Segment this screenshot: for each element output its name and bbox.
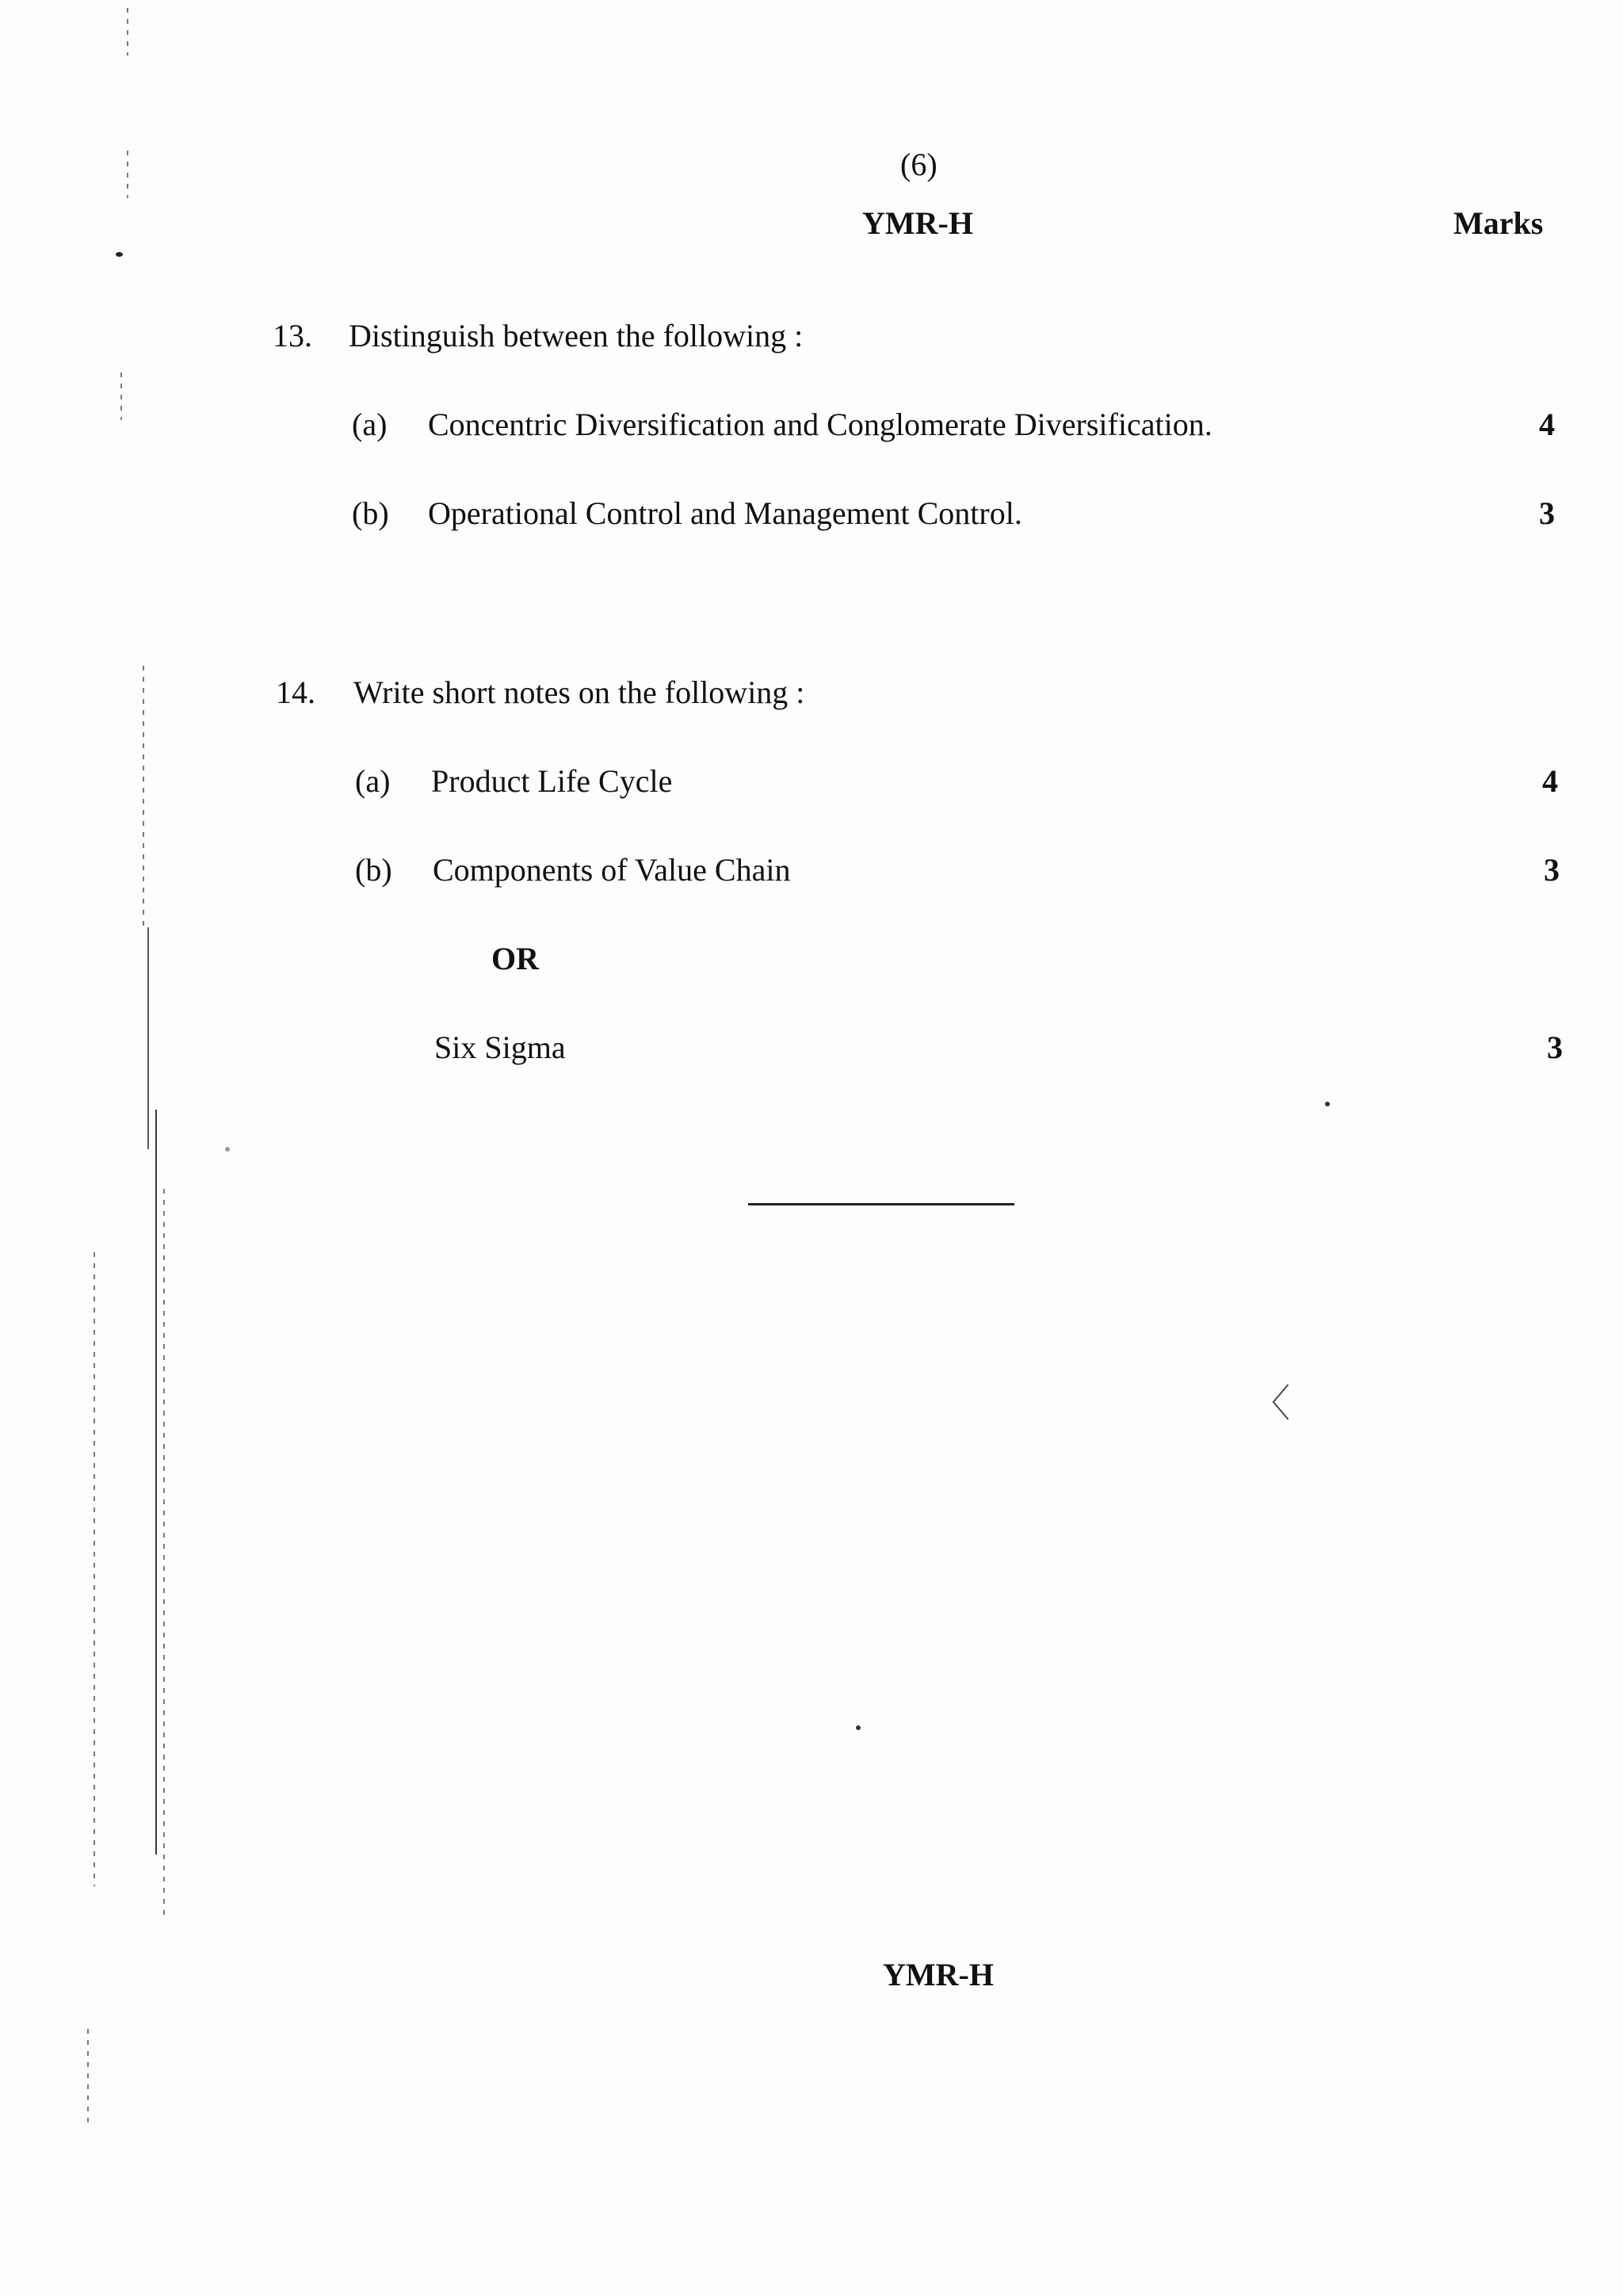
scan-artifact xyxy=(94,1252,95,1886)
part-marks: 3 xyxy=(1539,495,1555,531)
scan-artifact xyxy=(87,2029,89,2124)
part-label: (a) xyxy=(355,763,391,799)
part-text: Product Life Cycle xyxy=(431,763,673,799)
alternative-text: Six Sigma xyxy=(434,1030,566,1065)
part-text: Components of Value Chain xyxy=(433,852,791,888)
part-marks: 4 xyxy=(1539,407,1555,442)
scan-artifact xyxy=(127,8,128,55)
scan-artifact xyxy=(163,1189,165,1918)
part-label: (b) xyxy=(352,495,389,531)
scan-artifact xyxy=(120,372,122,420)
question-number: 14. xyxy=(276,674,315,710)
scan-artifact xyxy=(127,151,128,198)
scan-speck xyxy=(116,252,123,257)
question-number: 13. xyxy=(273,318,312,353)
scan-artifact xyxy=(143,666,144,927)
alternative-marks: 3 xyxy=(1547,1030,1563,1065)
part-label: (b) xyxy=(355,852,392,888)
marks-heading: Marks xyxy=(1453,205,1544,241)
question-prompt: Write short notes on the following : xyxy=(353,674,805,710)
scan-artifact xyxy=(147,927,149,1149)
scan-speck xyxy=(225,1147,230,1152)
part-text: Concentric Diversification and Conglomerate Diversification. xyxy=(428,407,1212,442)
end-of-paper-rule xyxy=(748,1203,1014,1205)
or-divider-label: OR xyxy=(491,941,539,976)
question-prompt: Distinguish between the following : xyxy=(349,318,804,353)
paper-code-footer: YMR-H xyxy=(883,1957,994,1992)
part-label: (a) xyxy=(352,407,388,442)
pen-mark: 〈 xyxy=(1252,1383,1291,1425)
page-number: (6) xyxy=(900,147,938,182)
scan-artifact xyxy=(155,1110,157,1855)
part-marks: 3 xyxy=(1544,852,1560,888)
part-marks: 4 xyxy=(1542,763,1558,799)
scan-speck xyxy=(856,1725,861,1730)
scan-speck xyxy=(1325,1102,1330,1106)
part-text: Operational Control and Management Control. xyxy=(428,495,1022,531)
paper-code-header: YMR-H xyxy=(862,205,973,241)
